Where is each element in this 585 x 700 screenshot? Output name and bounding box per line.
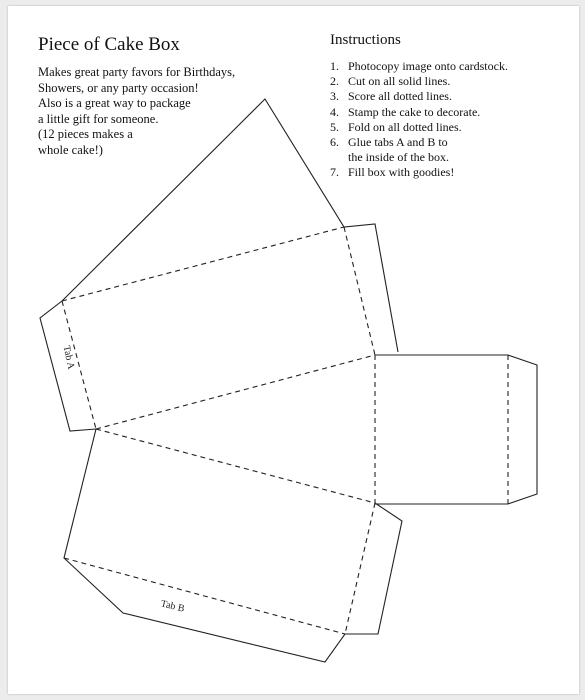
step-text: Fill box with goodies! <box>348 165 455 180</box>
step-text: Photocopy image onto cardstock. <box>348 59 508 73</box>
score-line <box>345 503 375 634</box>
step-text: Fold on all dotted lines. <box>348 119 462 134</box>
score-line <box>344 227 375 355</box>
intro-line: whole cake!) <box>38 142 103 157</box>
intro-line: Showers, or any party occasion! <box>38 80 199 95</box>
page-title: Piece of Cake Box <box>38 34 180 55</box>
step-number: 2. <box>330 74 339 89</box>
intro-line: Makes great party favors for Birthdays, <box>38 65 236 79</box>
step-number: 5. <box>330 119 339 134</box>
step-number: 4. <box>330 104 339 119</box>
step-number: 3. <box>330 89 339 104</box>
instructions-heading: Instructions <box>330 32 401 48</box>
step-number: 7. <box>330 165 339 180</box>
intro-line: a little gift for someone. <box>38 111 159 126</box>
score-line <box>96 429 375 503</box>
step-number: 1. <box>330 59 339 73</box>
intro-line: Also is a great way to package <box>38 96 191 110</box>
step-text: Stamp the cake to decorate. <box>348 104 481 119</box>
step-text: Cut on all solid lines. <box>348 74 451 89</box>
step-number: 6. <box>330 135 339 150</box>
cut-line-top-triangle <box>62 99 398 352</box>
score-line <box>64 558 345 634</box>
tab-b-label: Tab B <box>159 598 186 615</box>
score-line <box>62 227 344 301</box>
step-text: Score all dotted lines. <box>348 89 452 104</box>
step-text: Glue tabs A and B to the inside of the box. <box>348 135 449 165</box>
intro-line: (12 pieces makes a <box>38 127 133 141</box>
tab-a-label: Tab A <box>60 344 77 371</box>
score-line <box>96 355 375 429</box>
cut-line-end-flap <box>375 355 537 504</box>
cut-line-bottom-panel <box>64 429 402 662</box>
